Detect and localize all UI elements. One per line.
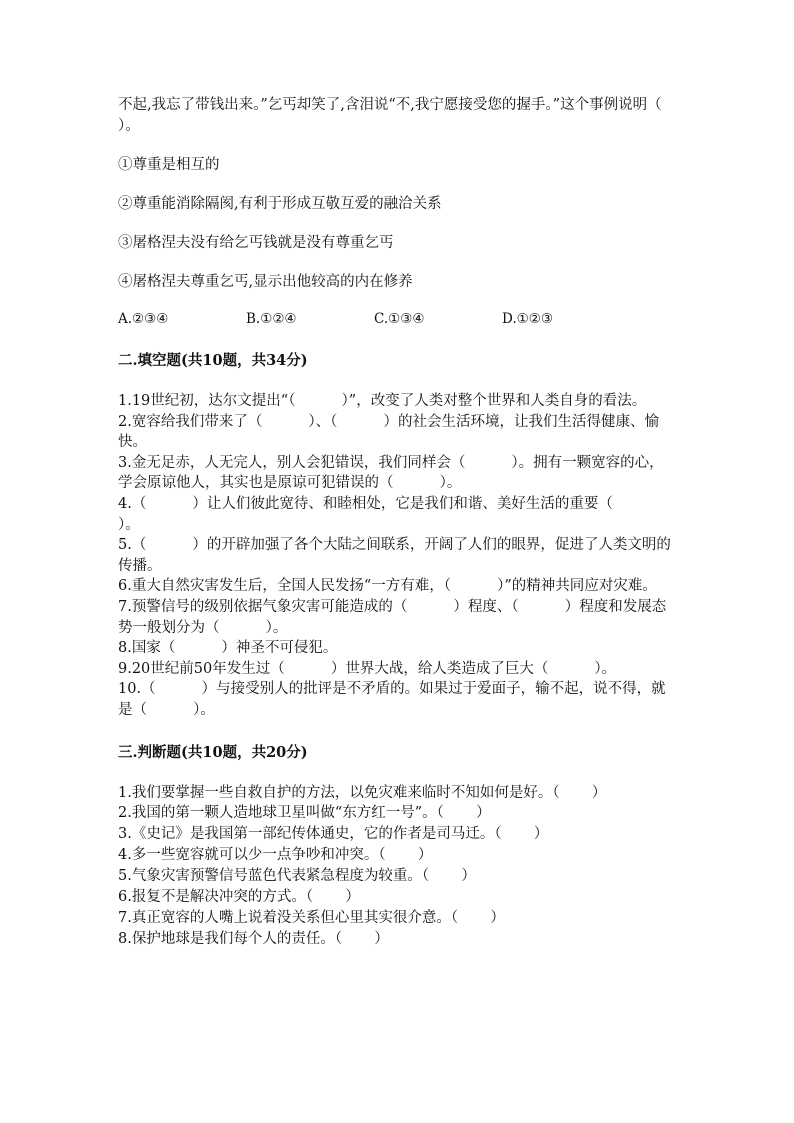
fill-questions xyxy=(118,391,678,721)
judge-item-7: 7.真正宽容的人嘴上说着没关系但心里其实很介意。（ ） xyxy=(118,909,505,926)
fill-item-10: 10.（ ）与接受别人的批评是不矛盾的。如果过于爱面子，输不起，说不得，就是（ ）。 xyxy=(118,681,666,718)
exam-page xyxy=(118,95,699,950)
choice-a: A.②③④ xyxy=(118,311,169,327)
fill-item-9: 9.20世纪前50年发生过（ ）世界大战，给人类造成了巨大（ ）。 xyxy=(118,660,617,677)
choice-c: C.①③④ xyxy=(374,311,425,327)
choice-d: D.①②③ xyxy=(502,311,553,327)
judge-item-1: 1.我们要掌握一些自救自护的方法，以免灾难来临时不知如何是好。（ ） xyxy=(118,784,607,801)
judge-item-6: 6.报复不是解决冲突的方式。（ ） xyxy=(118,889,360,906)
fill-item-6: 6.重大自然灾害发生后，全国人民发扬“一方有难，（ ）”的精神共同应对灾难。 xyxy=(118,578,657,595)
fill-item-2: 2.宽容给我们带来了（ ）、（ ）的社会生活环境，让我们生活得健康、愉快。 xyxy=(118,413,660,451)
judge-item-3: 3.《史记》是我国第一部纪传体通史，它的作者是司马迁。（ ） xyxy=(118,826,549,843)
judge-questions xyxy=(118,783,678,950)
judge-item-8: 8.保护地球是我们每个人的责任。（ ） xyxy=(118,930,389,947)
choice-b: B.①②④ xyxy=(246,311,297,327)
judge-item-2: 2.我国的第一颗人造地球卫星叫做“东方红一号”。（ ） xyxy=(118,805,491,822)
fill-item-5: 5.（ ）的开辟加强了各个大陆之间联系，开阔了人们的眼界，促进了人类文明的传播。 xyxy=(118,537,671,574)
fill-item-1: 1.19世纪初，达尔文提出“（ ）”，改变了人类对整个世界和人类自身的看法。 xyxy=(118,393,647,409)
answer-choices xyxy=(118,311,678,327)
option-3: ③屠格涅夫没有给乞丐钱就是没有尊重乞丐 xyxy=(118,235,394,251)
option-2: ②尊重能消除隔阂,有利于形成互敬互爱的融洽关系 xyxy=(118,196,442,212)
fill-item-4: 4.（ ）让人们彼此宽待、和睦相处，它是我们和谐、美好生活的重要（ ）。 xyxy=(118,495,660,533)
fill-item-8: 8.国家（ ）神圣不可侵犯。 xyxy=(118,640,338,657)
question-intro: 不起,我忘了带钱出来。”乞丐却笑了,含泪说“不,我宁愿接受您的握手。”这个事例说明（ ）。 xyxy=(118,97,699,134)
fill-item-3: 3.金无足赤，人无完人，别人会犯错误，我们同样会（ ）。拥有一颗宽容的心，学会原谅他人，其实也是原谅可犯错误的（ ）。 xyxy=(118,454,664,492)
option-4: ④屠格涅夫尊重乞丐,显示出他较高的内在修养 xyxy=(118,274,413,290)
fill-section-title: 二.填空题(共10题，共34分) xyxy=(118,352,308,369)
judge-section-title: 三.判断题(共10题，共20分) xyxy=(118,743,308,761)
option-1: ①尊重是相互的 xyxy=(118,157,220,173)
fill-item-7: 7.预警信号的级别依据气象灾害可能造成的（ ）程度、（ ）程度和发展态势一般划分为（ ）。 xyxy=(118,598,667,636)
judge-item-4: 4.多一些宽容就可以少一点争吵和冲突。（ ） xyxy=(118,847,433,864)
judge-item-5: 5.气象灾害预警信号蓝色代表紧急程度为较重。（ ） xyxy=(118,868,476,885)
